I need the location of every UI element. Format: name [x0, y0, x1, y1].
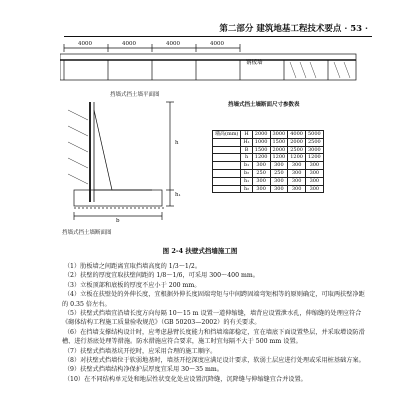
table-cell: H [241, 131, 252, 139]
table-row [213, 154, 324, 162]
table-cell: H₁ [241, 138, 252, 146]
paragraph: （5）扶壁式挡墙宜沿墙长度方向每隔 10～15 m 设置一道伸缩缝，墙背应设置泄水孔，伸缩缝的处理应符合《砌体结构工程施工质量验收规范》（GB 50203—2002）的有关要求。 [62, 310, 362, 327]
paragraph: （6）在挡墙支撑结构设计时，应考虑悬臂长度能力和挡墙端部稳定，宜在墙底下面设置垫层，并采取增设防滑槽、进行基底处理等措施。防水措施应符合要求，施工时宜每隔不大于 500 mm 设置。 [62, 328, 365, 346]
table-cell: 3000 [270, 131, 288, 139]
table-cell: 300 [305, 162, 323, 170]
dim-label-3: 4000 [166, 41, 180, 47]
table-cell [213, 169, 241, 177]
label-section: 挡墙式挡土墙断面图 [62, 230, 112, 236]
label-h1: h₁ [175, 192, 181, 198]
table-cell [213, 146, 241, 154]
body-text [62, 262, 370, 384]
table-cell: 300 [288, 177, 306, 185]
table-row [213, 162, 324, 170]
table-cell [213, 185, 241, 193]
table-cell: 300 [270, 162, 288, 170]
table-cell: 1500 [270, 138, 288, 146]
dim-label-1: 4000 [78, 41, 92, 47]
table-cell: 2000 [270, 146, 288, 154]
table-cell: 300 [270, 185, 288, 193]
table-cell: h [241, 154, 252, 162]
header-text: 第二部分 建筑地基工程技术要点 · 53 · [219, 24, 368, 34]
table-cell: 250 [252, 169, 270, 177]
table-cell: 1200 [288, 154, 306, 162]
paragraph: （2）扶壁的厚度宜取扶壁间距的 1/8～1/6，可采用 300～400 mm。 [63, 272, 259, 280]
table-cell [213, 162, 241, 170]
table-cell: 300 [305, 185, 323, 193]
table-row [213, 177, 324, 185]
table-title: 挡墙式挡土墙断面尺寸参数表 [228, 102, 300, 108]
table-cell [213, 154, 241, 162]
table-cell: 2000 [288, 138, 306, 146]
table-cell: 300 [288, 185, 306, 193]
table-cell: 300 [252, 162, 270, 170]
paragraph: （4）立板在扶壁处的外伸长度，宜根据外伸长度固端弯矩与中间跨固端弯矩相等的原则确定，可取两扶壁净距的 0.35 倍左右。 [62, 291, 365, 308]
table-cell: h₁ [241, 177, 252, 185]
table-header-row [213, 131, 324, 139]
table-cell: 2500 [288, 146, 306, 154]
table-cell: h₂ [241, 185, 252, 193]
table-row [213, 169, 324, 177]
table-cell: 墙高(mm) [213, 131, 241, 139]
table-row [213, 185, 324, 193]
table-cell: B [241, 146, 252, 154]
table-cell: 1200 [270, 154, 288, 162]
table-cell: b₁ [241, 162, 252, 170]
dim-label-4: 4000 [210, 41, 224, 47]
table-cell: 4000 [288, 131, 306, 139]
paragraph: （3）立板顶部和底板的厚度不应小于 200 mm。 [63, 281, 201, 289]
table-cell: 300 [270, 177, 288, 185]
table-cell: 1200 [252, 154, 270, 162]
table-cell: 1200 [305, 154, 323, 162]
paragraph: （1）肋板墙之间距离宜取挡墙高度的 1/3～1/2。 [63, 263, 202, 270]
table-cell: 250 [270, 169, 288, 177]
table-cell: 300 [252, 185, 270, 193]
table-row [213, 138, 324, 146]
table-cell [213, 177, 241, 185]
table-cell: 300 [305, 177, 323, 185]
table-cell: 2000 [252, 131, 270, 139]
table-cell: 2500 [305, 138, 323, 146]
table-cell: 300 [288, 169, 306, 177]
header-rule [64, 36, 372, 37]
figure-caption: 图 2-4 扶壁式挡墙施工图 [162, 247, 238, 255]
table-cell: 300 [252, 177, 270, 185]
paragraph: （9）扶壁式挡墙结构净保护层厚度宜采用 30～35 mm。 [63, 366, 223, 374]
table-cell: 1000 [252, 138, 270, 146]
paragraph: （7）扶壁式挡墙基坑开挖时，应采用合理的施工顺序。 [63, 347, 217, 355]
paragraph: （8）对扶壁式挡墙位于软弱地基时，墙基开挖深度应满足设计要求，软弱土层应进行处理或采用桩基础方案。 [63, 357, 365, 365]
dim-label-2: 4000 [122, 41, 136, 47]
table-cell: b₂ [241, 169, 252, 177]
table-cell: 5000 [305, 131, 323, 139]
label-top-right: 钢板墙 [246, 60, 263, 66]
paragraph: （10）在不同结构单元处和地层性状变化处应设置沉降缝，沉降缝与伸缩缝宜合并设置。 [63, 375, 307, 383]
table-cell: 300 [305, 169, 323, 177]
table-cell: 1500 [252, 146, 270, 154]
table-row [213, 146, 324, 154]
page-header [0, 22, 400, 38]
label-plan: 挡墙式挡土墙平面图 [110, 92, 160, 98]
dimension-table [212, 130, 324, 193]
table-cell: 300 [288, 162, 306, 170]
label-b: b [116, 218, 120, 224]
label-h: h [175, 140, 179, 146]
table-cell [213, 138, 241, 146]
table-cell: 3000 [305, 146, 323, 154]
